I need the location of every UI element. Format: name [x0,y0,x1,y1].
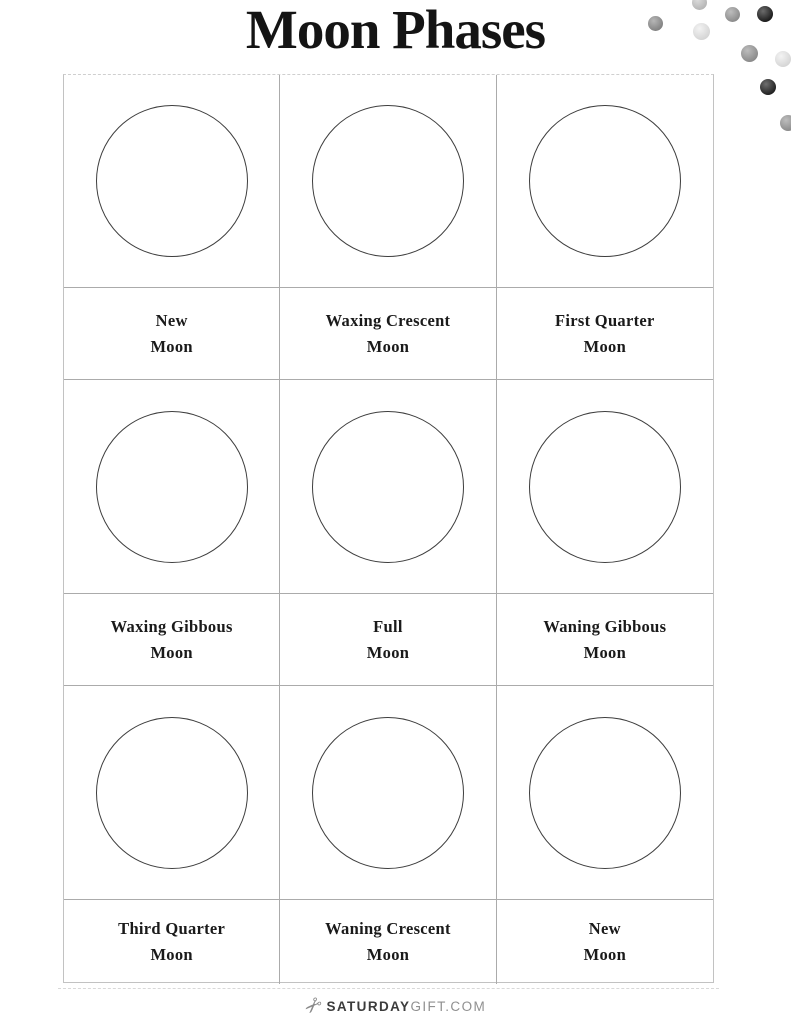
phase-moon: Moon [150,642,193,662]
moon-drawing-cell [280,75,496,288]
moon-circle [96,411,248,563]
phase-name: New [588,919,621,938]
moon-circle [312,105,464,257]
brand-name-light: GIFT.COM [410,998,487,1014]
brand-footer [0,992,791,1020]
phase-moon: Moon [583,336,627,356]
brand-name-bold: SATURDAY [326,998,411,1014]
moon-drawing-cell [280,380,496,594]
phase-moon: Moon [366,336,410,356]
phase-label-cell [280,594,496,686]
moon-circle [96,717,248,869]
moon-drawing-cell [64,380,280,594]
moon-circle [529,105,681,257]
phase-name: Waxing Gibbous [110,616,233,636]
phase-label-cell [64,594,280,686]
phase-name: First Quarter [554,310,655,330]
moon-drawing-cell [497,75,713,288]
phase-moon: Moon [583,642,627,662]
phase-moon: Moon [150,945,193,964]
moon-circle [312,411,464,563]
scissors-icon: ✂ [298,990,329,1021]
phase-name: Third Quarter [118,919,226,938]
phase-moon: Moon [150,336,193,356]
moon-circle [312,717,464,869]
phase-label-cell [497,594,713,686]
phase-label-cell [64,900,280,984]
phase-name: Full [373,616,403,636]
moon-drawing-cell [497,380,713,594]
page-title: Moon Phases [245,0,546,60]
moon-circle [96,105,248,257]
phase-moon: Moon [366,945,410,964]
moon-drawing-cell [64,75,280,288]
phase-name: Waning Crescent [325,919,451,938]
phase-name: Waxing Crescent [325,310,451,330]
moon-drawing-cell [497,686,713,900]
phase-moon: Moon [583,945,627,964]
phase-label-cell [280,288,496,380]
moon-circle [529,411,681,563]
phase-label-cell [280,900,496,984]
moon-phases-table [63,74,714,983]
phase-moon: Moon [366,642,410,662]
confetti-dot [780,115,791,131]
moon-drawing-cell [280,686,496,900]
moon-drawing-cell [64,686,280,900]
phase-label-cell [497,288,713,380]
phase-name: New [155,310,188,330]
phase-label-cell [497,900,713,984]
moon-circle [529,717,681,869]
phase-name: Waning Gibbous [543,616,667,636]
confetti-dot [760,79,776,95]
phase-label-cell [64,288,280,380]
